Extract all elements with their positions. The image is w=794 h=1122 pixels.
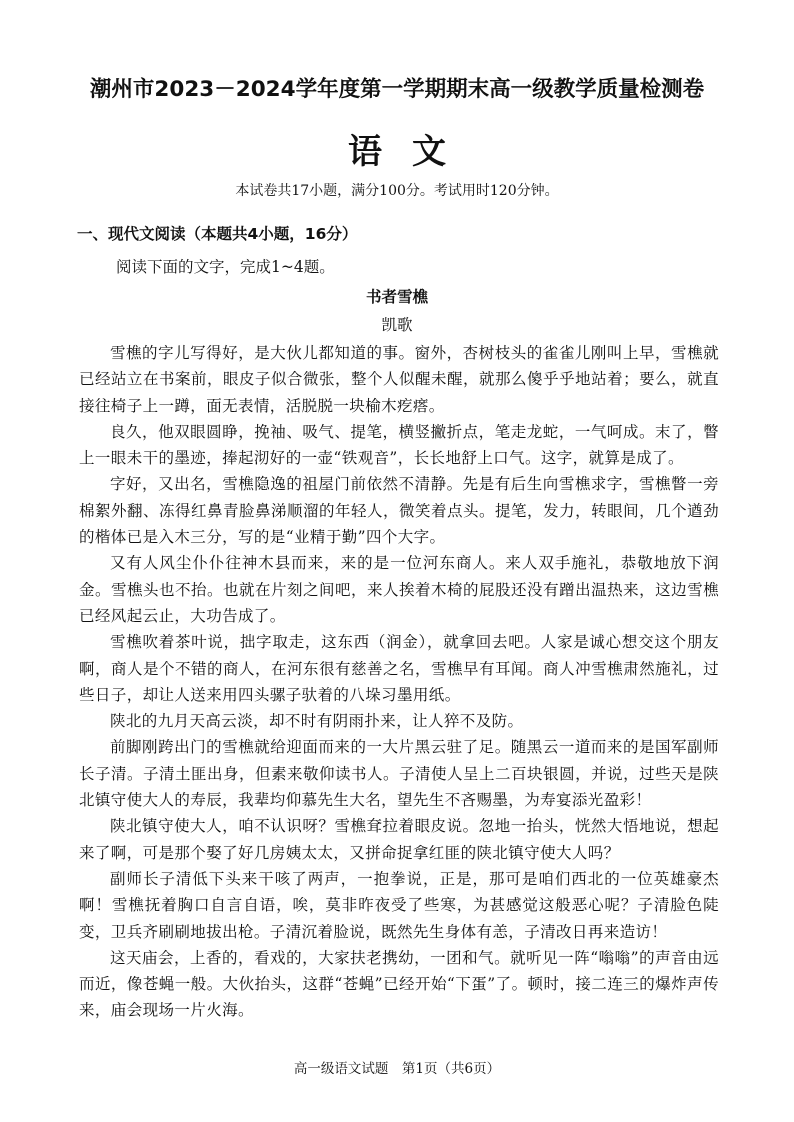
section-instruction: 阅读下面的文字，完成1~4题。	[116, 258, 335, 276]
exam-title: 潮州市2023－2024学年度第一学期期末高一级教学质量检测卷	[89, 77, 705, 102]
page-footer: 高一级语文试题 第1页（共6页）	[293, 1061, 501, 1077]
article-paragraph: 字好，又出名，雪樵隐逸的祖屋门前依然不清静。先是有后生向雪樵求字，雪樵瞥一旁棉絮外翻、冻得红鼻青脸鼻涕顺溜的年轻人，微笑着点头。提笔，发力，转眼间，几个遒劲的楷体已是入木三分，写的是“业精于勤”四个大字。	[79, 475, 719, 547]
article-paragraph: 又有人风尘仆仆往神木县而来，来的是一位河东商人。来人双手施礼，恭敬地放下润金。雪樵头也不抬。也就在片刻之间吧，来人挨着木椅的屁股还没有蹭出温热来，这边雪樵已经风起云止，大功告成了。	[79, 554, 719, 625]
section-heading: 一、现代文阅读（本题共4小题，16分）	[77, 225, 358, 243]
article-paragraph: 雪樵的字儿写得好，是大伙儿都知道的事。窗外，杏树枝头的雀雀儿刚叫上早，雪樵就已经站立在书案前，眼皮子似合微张，整个人似醒未醒，就那么傻乎乎地站着；要么，就直接往椅子上一蹲，面无表情，活脱脱一块榆木疙瘩。	[79, 344, 719, 415]
article-paragraph: 副师长子清低下头来干咳了两声，一抱拳说，正是，那可是咱们西北的一位英雄豪杰啊！雪樵抚着胸口自言自语，唉，莫非昨夜受了些寒，为甚感觉这般恶心呢？子清脸色陡变，卫兵齐刷刷地拔出枪。子清沉着脸说，既然先生身体有恙，子清改日再来造访！	[79, 869, 719, 941]
article-paragraph: 陕北的九月天高云淡，却不时有阴雨扑来，让人猝不及防。	[110, 712, 524, 731]
article-paragraph: 雪樵吹着茶叶说，拙字取走，这东西（润金），就拿回去吧。人家是诚心想交这个朋友啊，商人是个不错的商人，在河东很有慈善之名，雪樵早有耳闻。商人冲雪樵肃然施礼，过些日子，却让人送来用四头骡子驮着的八垛习墨用纸。	[79, 633, 719, 704]
article-author: 凯歌	[381, 316, 413, 334]
article-body	[79, 340, 719, 1024]
article-title: 书者雪樵	[365, 288, 428, 306]
article-paragraph: 前脚刚跨出门的雪樵就给迎面而来的一大片黑云驻了足。随黑云一道而来的是国军副师长子清。子清土匪出身，但素来敬仰读书人。子清使人呈上二百块银圆，并说，过些天是陕北镇守使大人的寿辰，我辈均仰慕先生大名，望先生不吝赐墨，为寿宴添光盈彩！	[79, 738, 719, 810]
exam-info: 本试卷共17小题，满分100分。考试用时120分钟。	[235, 183, 559, 199]
subject-title: 语文	[348, 132, 476, 172]
article-paragraph: 良久，他双眼圆睁，挽袖、吸气、提笔，横竖撇折点，笔走龙蛇，一气呵成。末了，瞥上一眼未干的墨迹，捧起沏好的一壶“铁观音”，长长地舒上口气。这字，就算是成了。	[79, 422, 719, 468]
article-paragraph: 陕北镇守使大人，咱不认识呀？雪樵耷拉着眼皮说。忽地一抬头，恍然大悟地说，想起来了啊，可是那个娶了好几房姨太太，又拼命捉拿红匪的陕北镇守使大人吗？	[79, 817, 719, 862]
article-paragraph: 这天庙会，上香的，看戏的，大家扶老携幼，一团和气。就听见一阵“嗡嗡”的声音由远而近，像苍蝇一般。大伙抬头，这群“苍蝇”已经开始“下蛋”了。顿时，接二连三的爆炸声传来，庙会现场一片火海。	[79, 948, 719, 1020]
